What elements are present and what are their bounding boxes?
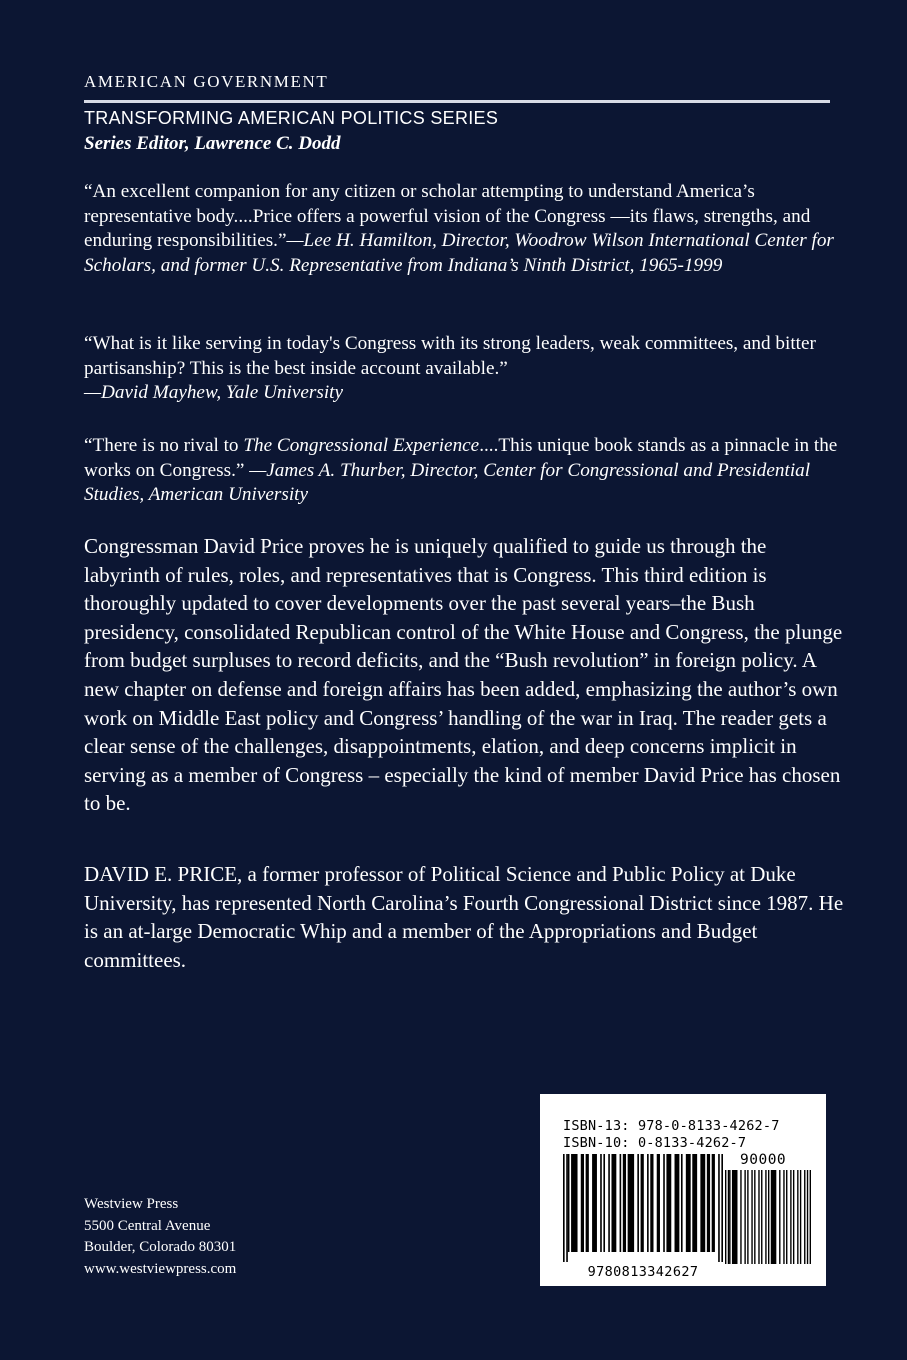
quote-text: ....This unique book stands as a pinnacle in the works on Congress.” [84, 435, 838, 481]
barcode-bar [628, 1154, 634, 1252]
series-editor: Series Editor, Lawrence C. Dodd [84, 133, 341, 154]
book-title: The Congressional Experience [243, 435, 480, 456]
barcode-bar [779, 1170, 780, 1264]
barcode-bar [650, 1154, 653, 1252]
barcode-bar [729, 1170, 730, 1264]
price-addon-barcode [725, 1170, 811, 1264]
barcode-bar [623, 1154, 626, 1252]
barcode-bar [675, 1154, 680, 1252]
endorsement-quote [84, 332, 844, 406]
barcode-bar [761, 1170, 762, 1264]
barcode-bar [647, 1154, 649, 1252]
barcode-guard-bar [807, 1170, 808, 1264]
publisher-website: www.westviewpress.com [84, 1260, 237, 1277]
barcode-bar [732, 1170, 738, 1264]
barcode-bar [586, 1154, 589, 1252]
price-code: 90000 [740, 1152, 787, 1168]
barcode-bar [768, 1170, 769, 1264]
barcode-guard-bar [566, 1154, 568, 1262]
publisher-name: Westview Press [84, 1196, 179, 1212]
barcode-bar [663, 1154, 665, 1252]
ean-digits: 9780813342627 [587, 1264, 699, 1280]
barcode-guard-bar [721, 1154, 723, 1262]
barcode-bar [747, 1170, 748, 1264]
barcode-bar [740, 1170, 741, 1264]
barcode-bar [786, 1170, 787, 1264]
book-description: Congressman David Price proves he is uniquely qualified to guide us through the labyrinth of rules, roles, and representatives that is Congress. This third edition is thoroughly updated to cover developments over the past several years–the Bush presidency, consolidated Republican control of the White House and Congress, the plunge from budget surpluses to record deficits, and the “Bush revolution” in foreign policy. A new chapter on defense and foreign affairs has been added, emphasizing the author’s own work on Middle East policy and Congress’ handling of the war in Iraq. The reader gets a clear sense of the challenges, disappointments, elation, and deep concerns implicit in serving as a member of Congress – especially the kind of member David Price has chosen to be. [84, 534, 843, 816]
ean-barcode [563, 1154, 723, 1264]
barcode-bar [754, 1170, 755, 1264]
barcode-bar [657, 1154, 660, 1252]
barcode-bar [692, 1154, 697, 1252]
header-divider [84, 100, 830, 103]
barcode-bar [790, 1170, 791, 1264]
publisher-info [84, 1194, 236, 1280]
category-label: AMERICAN GOVERNMENT [84, 72, 329, 91]
barcode-guard-bar [725, 1170, 726, 1264]
quote-attribution: —Lee H. Hamilton, Director, Woodrow Wilson International Center for Scholars, and former U.S. Representative from Indiana’s Ninth District, 1965-1999 [84, 230, 834, 276]
barcode-bar [700, 1154, 705, 1252]
barcode-guard-bar [728, 1170, 729, 1264]
barcode-bar [571, 1154, 577, 1252]
barcode-bar [603, 1154, 605, 1252]
barcode-bar [611, 1154, 616, 1252]
barcode-bar [804, 1170, 805, 1264]
quote-text: “An excellent companion for any citizen or scholar attempting to understand America’s representative body....Price offers a powerful vision of the Congress —its flaws, strengths, and enduring responsibilities.” [84, 181, 811, 251]
barcode-bar [666, 1154, 671, 1252]
barcode-bar [758, 1170, 759, 1264]
barcode-bar [620, 1154, 622, 1252]
barcode-bar [793, 1170, 794, 1264]
barcode-bar [797, 1170, 798, 1264]
endorsement-quote [84, 434, 844, 508]
publisher-address: 5500 Central Avenue [84, 1217, 211, 1234]
quote-attribution: —David Mayhew, Yale University [84, 382, 343, 403]
barcode-guard-bar [718, 1154, 720, 1262]
quote-text: “What is it like serving in today's Congress with its strong leaders, weak committees, and bitter partisanship? This is the best inside account available.” [84, 333, 816, 379]
barcode-bar [568, 1154, 570, 1252]
barcode-bar [600, 1154, 602, 1252]
isbn-10: ISBN-10: 0-8133-4262-7 [563, 1135, 747, 1151]
barcode-bar [592, 1154, 597, 1252]
barcode-panel [540, 1094, 826, 1286]
barcode-bar [581, 1154, 584, 1252]
isbn-13: ISBN-13: 978-0-8133-4262-7 [563, 1118, 780, 1134]
barcode-bar [641, 1154, 644, 1252]
publisher-city: Boulder, Colorado 80301 [84, 1239, 237, 1255]
series-title: TRANSFORMING AMERICAN POLITICS SERIES [84, 108, 499, 128]
barcode-bar [686, 1154, 691, 1252]
barcode-bar [744, 1170, 745, 1264]
quote-attribution: —James A. Thurber, Director, Center for Congressional and Presidential Studies, American University [84, 459, 811, 505]
endorsement-quote [84, 180, 844, 278]
barcode-bar [712, 1154, 715, 1252]
barcode-bar [681, 1154, 683, 1252]
barcode-bar [637, 1154, 639, 1252]
barcode-bar [751, 1170, 752, 1264]
barcode-bar [783, 1170, 784, 1264]
barcode-guard-bar [810, 1170, 811, 1264]
barcode-bar [707, 1154, 710, 1252]
barcode-bar [608, 1154, 610, 1252]
barcode-bar [800, 1170, 801, 1264]
barcode-bar [771, 1170, 777, 1264]
barcode-guard-bar [563, 1154, 565, 1262]
quote-text: “There is no rival to [84, 435, 244, 456]
author-bio: DAVID E. PRICE, a former professor of Political Science and Public Policy at Duke University, has represented North Carolina’s Fourth Congressional District since 1987. He is an at-large Democratic Whip and a member of the Appropriations and Budget committees. [84, 862, 844, 972]
barcode-bar [765, 1170, 766, 1264]
